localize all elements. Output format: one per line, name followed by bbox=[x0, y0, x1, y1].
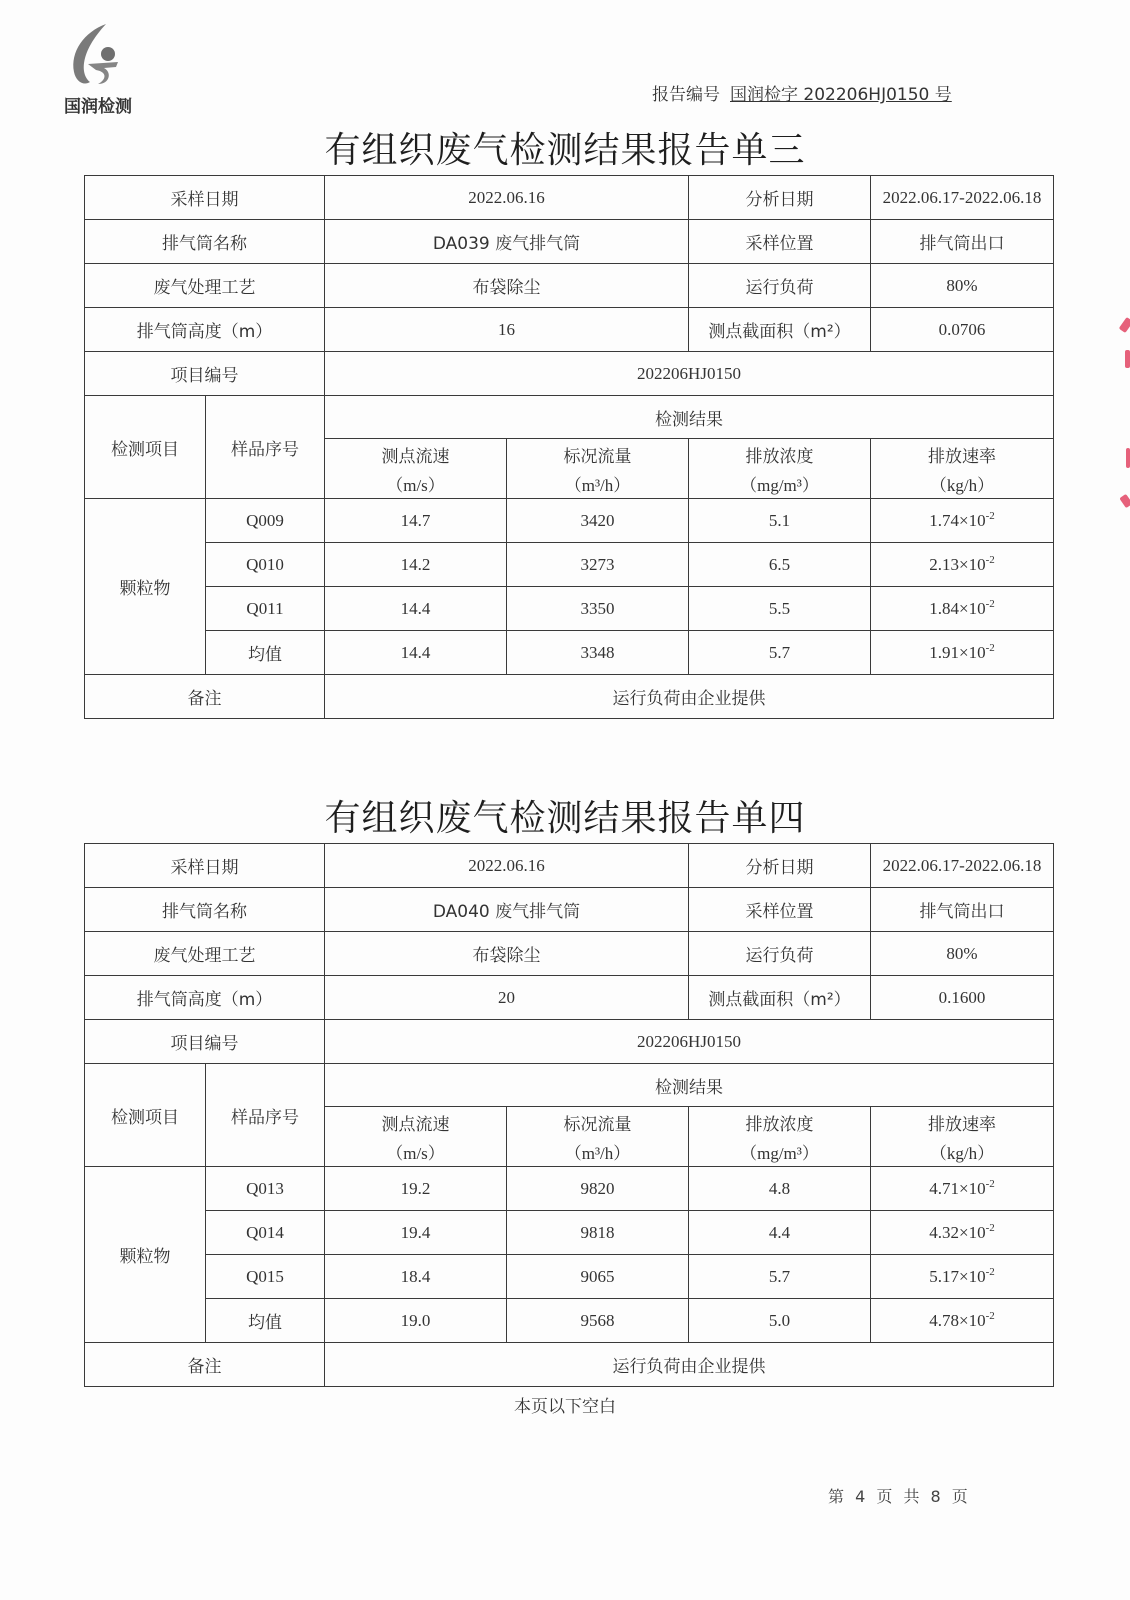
report-table-4 bbox=[84, 843, 1054, 1387]
flow-label: 标况流量 bbox=[563, 1114, 632, 1135]
emission-rate: $1.91\times 10^{-2}$ bbox=[871, 631, 1054, 675]
logo-text: 国润检测 bbox=[64, 97, 132, 117]
table-row-mean bbox=[85, 1299, 1054, 1343]
info-row bbox=[85, 1020, 1054, 1064]
info-row bbox=[85, 176, 1054, 220]
table-row bbox=[85, 499, 1054, 543]
emission-rate: $5.17\times 10^{-2}$ bbox=[871, 1255, 1054, 1299]
emission-rate: $4.78\times 10^{-2}$ bbox=[871, 1299, 1054, 1343]
stack-height: 20 bbox=[325, 976, 689, 1020]
report-number-label: 报告编号 bbox=[652, 85, 720, 105]
load-label: 运行负荷 bbox=[689, 932, 871, 976]
velocity-label: 测点流速 bbox=[381, 1114, 450, 1135]
remark-label: 备注 bbox=[85, 1343, 325, 1387]
col-header-item: 检测项目 bbox=[85, 1064, 206, 1167]
load: 80% bbox=[871, 264, 1054, 308]
stack-name: DA040 废气排气筒 bbox=[325, 888, 689, 932]
velocity-unit: （m/s） bbox=[386, 1143, 445, 1163]
treatment: 布袋除尘 bbox=[325, 932, 689, 976]
emission-rate: $4.71\times 10^{-2}$ bbox=[871, 1167, 1054, 1211]
sampling-date-label: 采样日期 bbox=[85, 844, 325, 888]
section-area: 0.0706 bbox=[871, 308, 1054, 352]
section-area-label: 测点截面积（m²） bbox=[689, 308, 871, 352]
velocity: 14.4 bbox=[325, 631, 507, 675]
col-header-sample-no: 样品序号 bbox=[206, 396, 325, 499]
rate-unit: （kg/h） bbox=[929, 1143, 995, 1163]
table-row bbox=[85, 1211, 1054, 1255]
velocity-unit: （m/s） bbox=[386, 475, 445, 495]
analysis-date-label: 分析日期 bbox=[689, 176, 871, 220]
sample-no: Q011 bbox=[206, 587, 325, 631]
col-header-results: 检测结果 bbox=[325, 1064, 1054, 1107]
velocity: 14.2 bbox=[325, 543, 507, 587]
treatment-label: 废气处理工艺 bbox=[85, 264, 325, 308]
concentration: 5.7 bbox=[689, 631, 871, 675]
sampling-location: 排气筒出口 bbox=[871, 888, 1054, 932]
info-row bbox=[85, 220, 1054, 264]
project-no-label: 项目编号 bbox=[85, 1020, 325, 1064]
flow: 3420 bbox=[507, 499, 689, 543]
emission-rate: $1.84\times 10^{-2}$ bbox=[871, 587, 1054, 631]
sampling-location: 排气筒出口 bbox=[871, 220, 1054, 264]
analysis-date: 2022.06.17-2022.06.18 bbox=[871, 176, 1054, 220]
col-header-results: 检测结果 bbox=[325, 396, 1054, 439]
info-row bbox=[85, 932, 1054, 976]
flow-label: 标况流量 bbox=[563, 446, 632, 467]
report-title-4: 有组织废气检测结果报告单四 bbox=[324, 798, 806, 839]
col-header-rate bbox=[871, 439, 1054, 499]
concentration: 5.0 bbox=[689, 1299, 871, 1343]
sample-no: Q013 bbox=[206, 1167, 325, 1211]
rate-unit: （kg/h） bbox=[929, 475, 995, 495]
header-row bbox=[85, 1064, 1054, 1107]
concentration-label: 排放浓度 bbox=[745, 1114, 814, 1135]
col-header-concentration bbox=[689, 439, 871, 499]
concentration-label: 排放浓度 bbox=[745, 446, 814, 467]
page-indicator: 第 4 页 共 8 页 bbox=[828, 1487, 968, 1506]
remark: 运行负荷由企业提供 bbox=[325, 675, 1054, 719]
concentration: 5.7 bbox=[689, 1255, 871, 1299]
concentration: 4.8 bbox=[689, 1167, 871, 1211]
remark: 运行负荷由企业提供 bbox=[325, 1343, 1054, 1387]
flow: 3350 bbox=[507, 587, 689, 631]
rate-label: 排放速率 bbox=[928, 446, 996, 467]
emission-rate: $1.74\times 10^{-2}$ bbox=[871, 499, 1054, 543]
stack-name: DA039 废气排气筒 bbox=[325, 220, 689, 264]
flow-unit: （m³/h） bbox=[564, 1143, 631, 1163]
concentration-unit: （mg/m³） bbox=[740, 475, 819, 495]
stack-height-label: 排气筒高度（m） bbox=[85, 308, 325, 352]
flow: 3273 bbox=[507, 543, 689, 587]
load-label: 运行负荷 bbox=[689, 264, 871, 308]
seal-fragment-icon bbox=[1119, 494, 1130, 508]
remark-label: 备注 bbox=[85, 675, 325, 719]
project-no: 202206HJ0150 bbox=[325, 352, 1054, 396]
emission-rate: $4.32\times 10^{-2}$ bbox=[871, 1211, 1054, 1255]
info-row bbox=[85, 308, 1054, 352]
emission-rate: $2.13\times 10^{-2}$ bbox=[871, 543, 1054, 587]
col-header-rate bbox=[871, 1107, 1054, 1167]
logo-mark-icon bbox=[66, 22, 130, 90]
col-header-concentration bbox=[689, 1107, 871, 1167]
report-number-value: 国润检字 202206HJ0150 号 bbox=[730, 85, 952, 105]
col-header-velocity bbox=[325, 1107, 507, 1167]
col-header-sample-no: 样品序号 bbox=[206, 1064, 325, 1167]
load: 80% bbox=[871, 932, 1054, 976]
project-no-label: 项目编号 bbox=[85, 352, 325, 396]
col-header-flow bbox=[507, 439, 689, 499]
flow: 9818 bbox=[507, 1211, 689, 1255]
concentration-unit: （mg/m³） bbox=[740, 1143, 819, 1163]
sampling-location-label: 采样位置 bbox=[689, 220, 871, 264]
stack-name-label: 排气筒名称 bbox=[85, 220, 325, 264]
item-name: 颗粒物 bbox=[85, 499, 206, 675]
concentration: 6.5 bbox=[689, 543, 871, 587]
sample-no: Q009 bbox=[206, 499, 325, 543]
concentration: 4.4 bbox=[689, 1211, 871, 1255]
col-header-item: 检测项目 bbox=[85, 396, 206, 499]
info-row bbox=[85, 844, 1054, 888]
concentration: 5.5 bbox=[689, 587, 871, 631]
sampling-date: 2022.06.16 bbox=[325, 176, 689, 220]
info-row bbox=[85, 976, 1054, 1020]
sampling-date-label: 采样日期 bbox=[85, 176, 325, 220]
report-table-3 bbox=[84, 175, 1054, 719]
sample-no: Q010 bbox=[206, 543, 325, 587]
velocity: 19.2 bbox=[325, 1167, 507, 1211]
velocity: 19.0 bbox=[325, 1299, 507, 1343]
info-row bbox=[85, 352, 1054, 396]
info-row bbox=[85, 888, 1054, 932]
velocity: 14.7 bbox=[325, 499, 507, 543]
sampling-location-label: 采样位置 bbox=[689, 888, 871, 932]
velocity: 14.4 bbox=[325, 587, 507, 631]
sample-no: Q015 bbox=[206, 1255, 325, 1299]
report-title-3: 有组织废气检测结果报告单三 bbox=[324, 130, 806, 171]
sample-no: Q014 bbox=[206, 1211, 325, 1255]
stack-height-label: 排气筒高度（m） bbox=[85, 976, 325, 1020]
analysis-date: 2022.06.17-2022.06.18 bbox=[871, 844, 1054, 888]
blank-below-note: 本页以下空白 bbox=[514, 1397, 616, 1417]
flow-unit: （m³/h） bbox=[564, 475, 631, 495]
seal-fragment-icon bbox=[1125, 350, 1130, 368]
report-number bbox=[652, 80, 952, 105]
stack-height: 16 bbox=[325, 308, 689, 352]
section-area-label: 测点截面积（m²） bbox=[689, 976, 871, 1020]
analysis-date-label: 分析日期 bbox=[689, 844, 871, 888]
remark-row bbox=[85, 1343, 1054, 1387]
sample-no: 均值 bbox=[206, 631, 325, 675]
concentration: 5.1 bbox=[689, 499, 871, 543]
sampling-date: 2022.06.16 bbox=[325, 844, 689, 888]
project-no: 202206HJ0150 bbox=[325, 1020, 1054, 1064]
treatment: 布袋除尘 bbox=[325, 264, 689, 308]
table-row bbox=[85, 1167, 1054, 1211]
seal-fragment-icon bbox=[1126, 448, 1130, 468]
company-logo bbox=[52, 22, 144, 122]
section-area: 0.1600 bbox=[871, 976, 1054, 1020]
info-row bbox=[85, 264, 1054, 308]
velocity: 19.4 bbox=[325, 1211, 507, 1255]
remark-row bbox=[85, 675, 1054, 719]
table-row-mean bbox=[85, 631, 1054, 675]
flow: 3348 bbox=[507, 631, 689, 675]
table-row bbox=[85, 587, 1054, 631]
item-name: 颗粒物 bbox=[85, 1167, 206, 1343]
stack-name-label: 排气筒名称 bbox=[85, 888, 325, 932]
table-row bbox=[85, 543, 1054, 587]
col-header-flow bbox=[507, 1107, 689, 1167]
treatment-label: 废气处理工艺 bbox=[85, 932, 325, 976]
flow: 9820 bbox=[507, 1167, 689, 1211]
velocity: 18.4 bbox=[325, 1255, 507, 1299]
velocity-label: 测点流速 bbox=[381, 446, 450, 467]
col-header-velocity bbox=[325, 439, 507, 499]
table-row bbox=[85, 1255, 1054, 1299]
flow: 9568 bbox=[507, 1299, 689, 1343]
header-row bbox=[85, 396, 1054, 439]
flow: 9065 bbox=[507, 1255, 689, 1299]
sample-no: 均值 bbox=[206, 1299, 325, 1343]
seal-fragment-icon bbox=[1119, 317, 1130, 333]
rate-label: 排放速率 bbox=[928, 1114, 996, 1135]
